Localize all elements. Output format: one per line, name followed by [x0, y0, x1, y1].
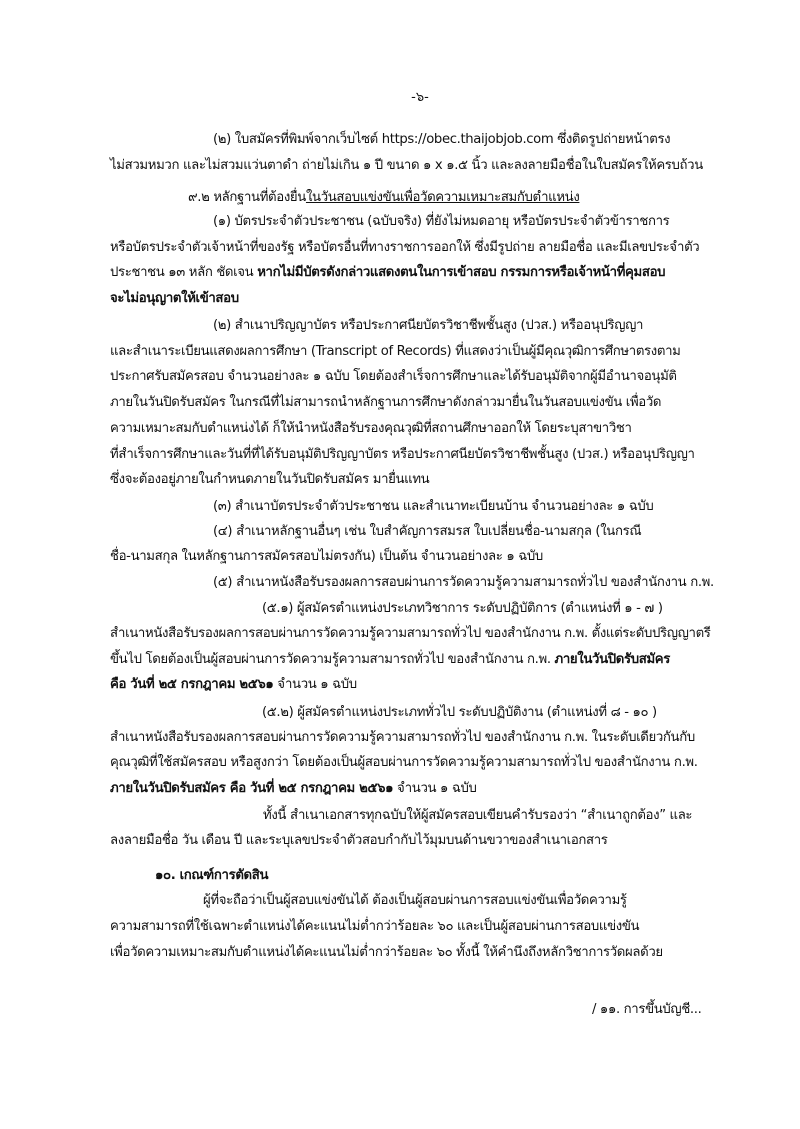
item-5-1-line2: สำเนาหนังสือรับรองผลการสอบผ่านการวัดความรู้ความสามารถทั่วไป ของสำนักงาน ก.พ. ตั้งแต่ระดับปริญญาตรี — [110, 626, 711, 641]
item-9-2-2-line5: ความเหมาะสมกับตำแหน่งได้ ก็ให้นำหนังสือรับรองคุณวุฒิที่สถานศึกษาออกให้ โดยระบุสาขาวิชา — [110, 421, 632, 436]
item-9-2-3-line1: (๓) สำเนาบัตรประจำตัวประชาชน และสำเนาทะเบียนบ้าน จำนวนอย่างละ ๑ ฉบับ — [213, 499, 654, 514]
item-9-2-1-line3-normal: ประชาชน ๑๓ หลัก ชัดเจน — [110, 265, 258, 280]
item-9-2-2-line2: และสำเนาระเบียนแสดงผลการศึกษา (Transcript of Records) ที่แสดงว่าเป็นผู้มีคุณวุฒิการศึกษาตรงตาม — [110, 344, 681, 359]
item-9-1-2-line1: (๒) ใบสมัครที่พิมพ์จากเว็บไซต์ https://obec.thaijobjob.com ซึ่งติดรูปถ่ายหน้าตรง — [213, 132, 671, 147]
item-9-2-2-line1: (๒) สำเนาปริญญาบัตร หรือประกาศนียบัตรวิชาชีพชั้นสูง (ปวส.) หรืออนุปริญญา — [213, 318, 644, 333]
item-5-2-line1: (๕.๒) ผู้สมัครตำแหน่งประเภททั่วไป ระดับปฏิบัติงาน (ตำแหน่งที่ ๘ - ๑๐ ) — [262, 705, 657, 720]
section-10-line1: ผู้ที่จะถือว่าเป็นผู้สอบแข่งขันได้ ต้องเป็นผู้สอบผ่านการสอบแข่งขันเพื่อวัดความรู้ — [203, 893, 627, 908]
item-5-1-line4-bold: คือ วันที่ ๒๕ กรกฎาคม ๒๕๖๑ — [110, 677, 274, 692]
section-9-2-heading-underlined: ในวันสอบแข่งขันเพื่อวัดความเหมาะสมกับตำแหน่ง — [305, 190, 580, 205]
item-9-2-4-line2: ชื่อ-นามสกุล ในหลักฐานการสมัครสอบไม่ตรงกัน) เป็นต้น จำนวนอย่างละ ๑ ฉบับ — [110, 549, 543, 564]
item-5-2-line3: คุณวุฒิที่ใช้สมัครสอบ หรือสูงกว่า โดยต้องเป็นผู้สอบผ่านการวัดความรู้ความสามารถทั่วไป ของสำนักงาน ก.พ. — [110, 755, 698, 770]
item-9-1-2-line2: ไม่สวมหมวก และไม่สวมแว่นตาดำ ถ่ายไม่เกิน ๑ ปี ขนาด ๑ x ๑.๕ นิ้ว และลงลายมือชื่อในใบสมัครให้ครบถ้วน — [110, 158, 703, 173]
item-9-2-1-line1: (๑) บัตรประจำตัวประชาชน (ฉบับจริง) ที่ยังไม่หมดอายุ หรือบัตรประจำตัวข้าราชการ — [213, 214, 670, 229]
page-number: -๖- — [411, 90, 429, 105]
item-9-2-1-line3-bold: หากไม่มีบัตรดังกล่าวแสดงตนในการเข้าสอบ กรรมการหรือเจ้าหน้าที่คุมสอบ — [257, 265, 666, 280]
section-10-line2: ความสามารถที่ใช้เฉพาะตำแหน่งได้คะแนนไม่ต่ำกว่าร้อยละ ๖๐ และเป็นผู้สอบผ่านการสอบแข่งขัน — [110, 919, 640, 934]
item-5-1-line4-normal: จำนวน ๑ ฉบับ — [273, 677, 357, 692]
item-5-2-line4 — [110, 779, 477, 799]
section-9-2-heading-prefix: ๙.๒ หลักฐานที่ต้องยื่น — [188, 190, 306, 205]
note-line2: ลงลายมือชื่อ วัน เดือน ปี และระบุเลขประจำตัวสอบกำกับไว้มุมบนด้านขวาของสำเนาเอกสาร — [110, 833, 608, 848]
item-9-2-2-line3: ประกาศรับสมัครสอบ จำนวนอย่างละ ๑ ฉบับ โดยต้องสำเร็จการศึกษาและได้รับอนุมัติจากผู้มีอำนาจอนุมัติ — [110, 369, 677, 384]
item-9-2-2-line4: ภายในวันปิดรับสมัคร ในกรณีที่ไม่สามารถนำหลักฐานการศึกษาดังกล่าวมายื่นในวันสอบแข่งขัน เพื่อวัด — [110, 395, 662, 410]
item-5-1-line3-normal: ขึ้นไป โดยต้องเป็นผู้สอบผ่านการวัดความรู้ความสามารถทั่วไป ของสำนักงาน ก.พ. — [110, 652, 555, 667]
item-9-2-4-line1: (๔) สำเนาหลักฐานอื่นๆ เช่น ใบสำคัญการสมรส ใบเปลี่ยนชื่อ-นามสกุล (ในกรณี — [213, 524, 642, 539]
item-5-2-line4-normal: จำนวน ๑ ฉบับ — [393, 781, 477, 796]
section-10-line3: เพื่อวัดความเหมาะสมกับตำแหน่งได้คะแนนไม่ต่ำกว่าร้อยละ ๖๐ ทั้งนี้ ให้คำนึงถึงหลักวิชาการวัดผลด้วย — [110, 945, 663, 960]
item-5-1-line1: (๕.๑) ผู้สมัครตำแหน่งประเภทวิชาการ ระดับปฏิบัติการ (ตำแหน่งที่ ๑ - ๗ ) — [262, 601, 663, 616]
item-5-1-line3-bold: ภายในวันปิดรับสมัคร — [554, 652, 671, 667]
section-9-2-heading — [188, 188, 579, 208]
continuation-note: / ๑๑. การขึ้นบัญชี... — [592, 1002, 702, 1017]
item-9-2-1-line4: จะไม่อนุญาตให้เข้าสอบ — [110, 291, 239, 306]
section-10-heading: ๑๐. เกณฑ์การตัดสิน — [155, 868, 269, 883]
item-5-1-line3 — [110, 650, 670, 670]
item-9-2-2-line7: ซึ่งจะต้องอยู่ภายในกำหนดภายในวันปิดรับสมัคร มายื่นแทน — [110, 472, 430, 487]
item-9-2-2-line6: ที่สำเร็จการศึกษาและวันที่ที่ได้รับอนุมัติปริญญาบัตร หรือประกาศนียบัตรวิชาชีพชั้นสูง (ปวส.) หรืออนุปริญญา — [110, 447, 695, 462]
item-5-1-line4 — [110, 675, 357, 695]
item-5-2-line4-bold: ภายในวันปิดรับสมัคร คือ วันที่ ๒๕ กรกฎาคม ๒๕๖๑ — [110, 781, 394, 796]
item-5-2-line2: สำเนาหนังสือรับรองผลการสอบผ่านการวัดความรู้ความสามารถทั่วไป ของสำนักงาน ก.พ. ในระดับเดียวกันกับ — [110, 730, 695, 745]
item-9-2-1-line3 — [110, 263, 665, 283]
item-9-2-1-line2: หรือบัตรประจำตัวเจ้าหน้าที่ของรัฐ หรือบัตรอื่นที่ทางราชการออกให้ ซึ่งมีรูปถ่าย ลายมือชื่อ และมีเลขประจำตัว — [110, 240, 700, 255]
item-9-2-5-line1: (๕) สำเนาหนังสือรับรองผลการสอบผ่านการวัดความรู้ความสามารถทั่วไป ของสำนักงาน ก.พ. — [213, 575, 714, 590]
note-line1: ทั้งนี้ สำเนาเอกสารทุกฉบับให้ผู้สมัครสอบเขียนคำรับรองว่า “สำเนาถูกต้อง” และ — [263, 808, 693, 823]
